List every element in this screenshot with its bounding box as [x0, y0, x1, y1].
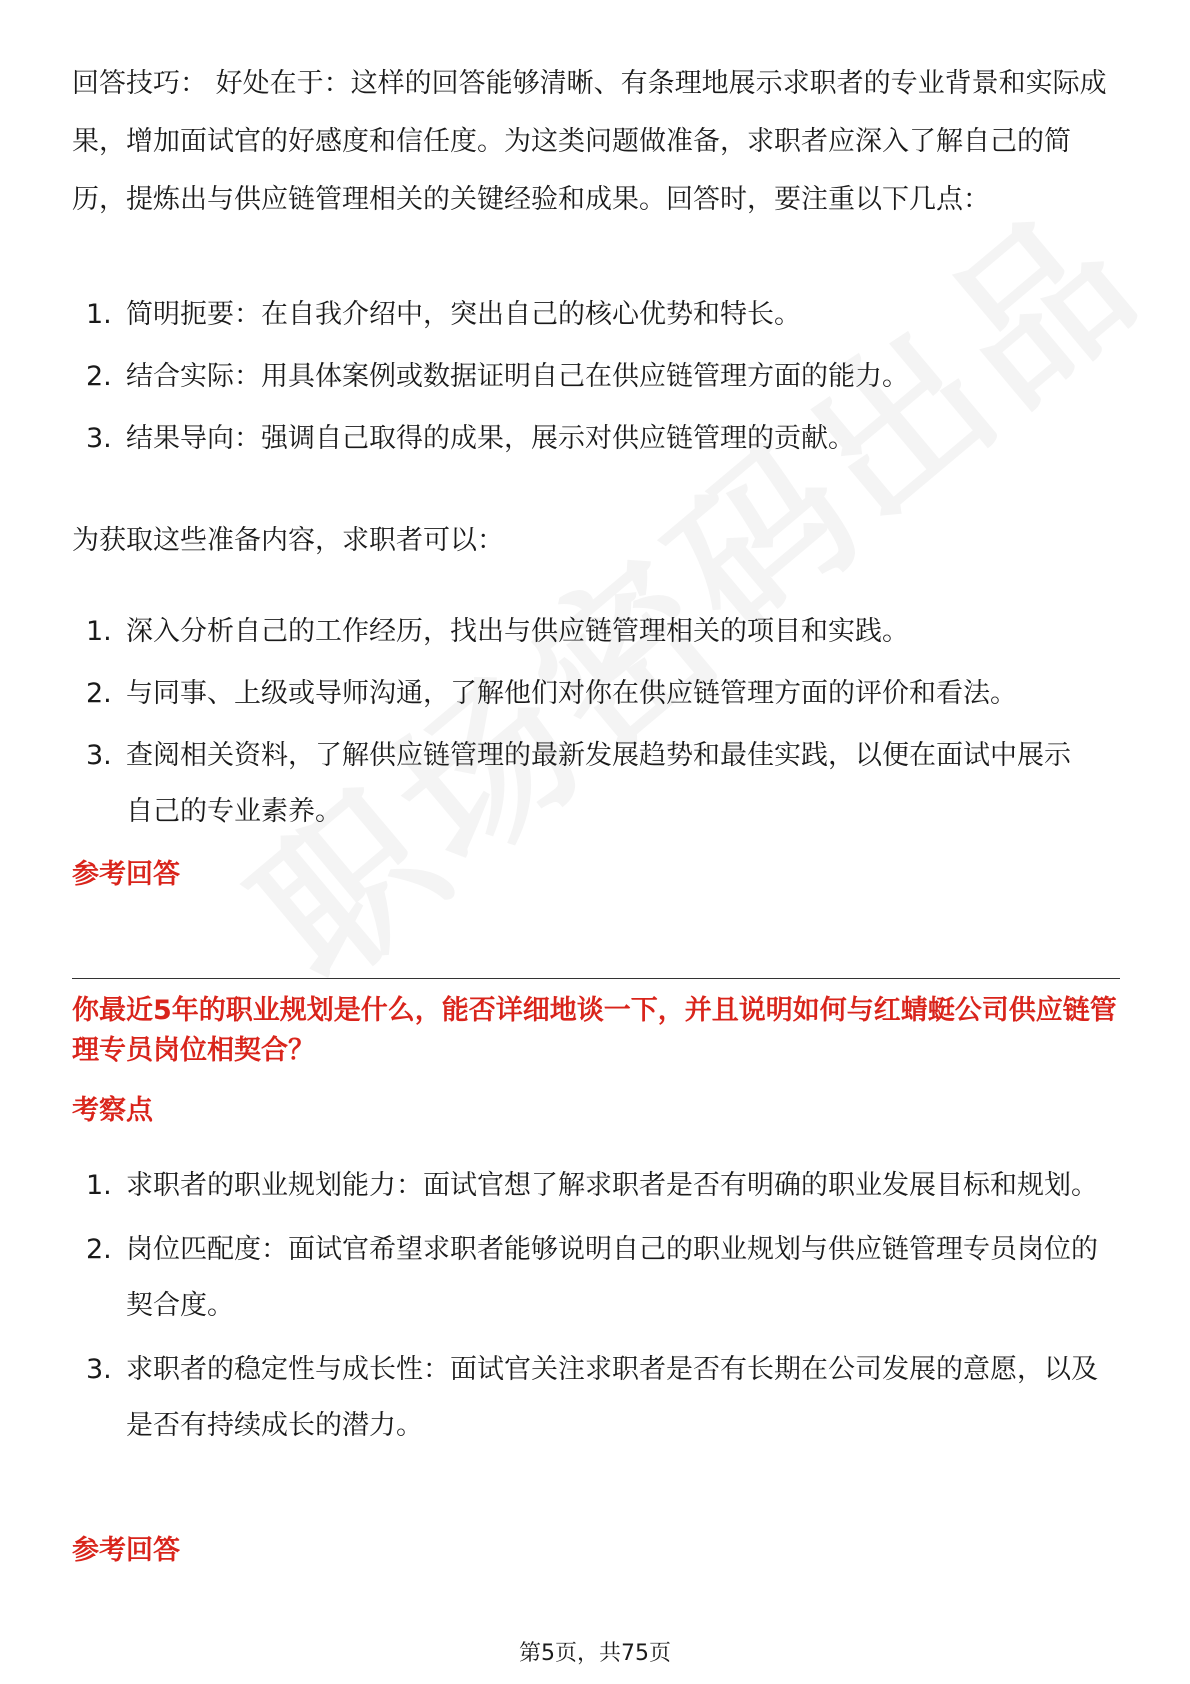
page-number: 第5页，共75页 [519, 1641, 671, 1666]
list-item: 2. 岗位匹配度：面试官希望求职者能够说明自己的职业规划与供应链管理专员岗位的契合度。 [86, 1234, 1098, 1321]
list-item: 3. 查阅相关资料，了解供应链管理的最新发展趋势和最佳实践，以便在面试中展示自己的专业素养。 [86, 740, 1071, 827]
question-heading: 你最近5年的职业规划是什么，能否详细地谈一下，并且说明如何与红蜻蜓公司供应链管理专员岗位相契合？ [72, 995, 1117, 1066]
prep-list [72, 604, 1120, 840]
list-item: 2. 与同事、上级或导师沟通，了解他们对你在供应链管理方面的评价和看法。 [86, 678, 1017, 709]
list-item: 3. 结果导向：强调自己取得的成果，展示对供应链管理的贡献。 [86, 423, 855, 454]
list-item: 1. 求职者的职业规划能力：面试官想了解求职者是否有明确的职业发展目标和规划。 [86, 1170, 1098, 1201]
list-item: 1. 简明扼要：在自我介绍中，突出自己的核心优势和特长。 [86, 299, 801, 330]
tips-text: 好处在于：这样的回答能够清晰、有条理地展示求职者的专业背景和实际成果，增加面试官的好感度和信任度。为这类问题做准备，求职者应深入了解自己的简历，提炼出与供应链管理相关的关键经验和成果。回答时，要注重以下几点： [72, 68, 1107, 215]
tips-label: 回答技巧： [72, 68, 207, 99]
reference-answer-heading-2: 参考回答 [72, 1535, 180, 1566]
list-item: 2. 结合实际：用具体案例或数据证明自己在供应链管理方面的能力。 [86, 361, 909, 392]
list-item: 1. 深入分析自己的工作经历，找出与供应链管理相关的项目和实践。 [86, 616, 909, 647]
list-item: 3. 求职者的稳定性与成长性：面试官关注求职者是否有长期在公司发展的意愿，以及是否有持续成长的潜力。 [86, 1354, 1098, 1441]
exam-points-heading: 考察点 [72, 1095, 153, 1126]
exam-points-list [72, 1158, 1120, 1454]
prep-intro: 为获取这些准备内容，求职者可以： [72, 525, 504, 556]
tips-paragraph [72, 55, 1120, 229]
answer-points-list [72, 287, 1120, 467]
reference-answer-heading: 参考回答 [72, 859, 180, 890]
section-divider [72, 978, 1120, 979]
